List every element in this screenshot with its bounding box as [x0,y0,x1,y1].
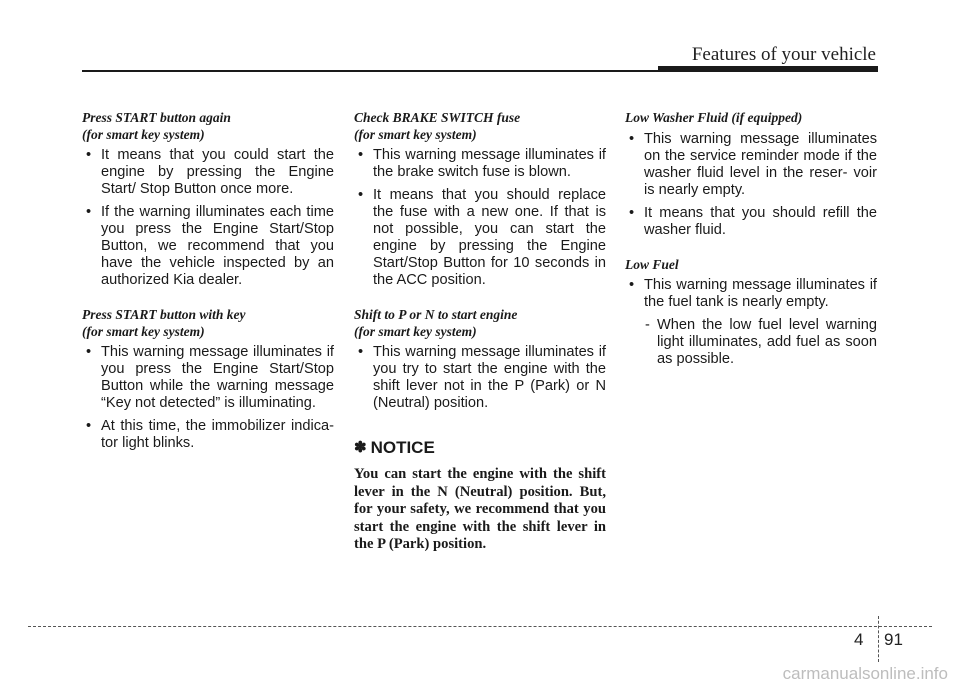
heading-subline: (for smart key system) [82,126,205,142]
heading-line: Check BRAKE SWITCH fuse [354,110,521,125]
bullet-item: • It means that you should refill the washer fluid. [625,205,877,239]
column-middle [354,110,606,554]
section-low-washer-fluid [625,110,877,239]
notice-title [354,438,606,458]
column-right [625,110,877,386]
bullet-list [354,147,606,289]
section-heading [354,307,606,340]
page-number: 91 [884,630,903,649]
bullet-item: • It means that you should replace the fuse with a new one. If that is not possible, you can start the engine by pressing the Engine Start/Stop Button for 10 seconds in the ACC position. [354,187,606,289]
heading-subline: (for smart key system) [354,126,477,142]
header-rule-accent [658,66,878,72]
section-heading [82,307,334,340]
heading-line: Low Fuel [625,256,679,272]
section-shift-to-p-or-n [354,307,606,412]
section-heading [82,110,334,143]
bullet-item: • This warning message illuminates if the fuel tank is nearly empty. [625,277,877,311]
section-low-fuel [625,257,877,369]
bullet-item: • This warning message illuminates on the service reminder mode if the washer fluid level in the reser- voir is nearly empty. [625,131,877,199]
footer-divider [878,616,879,662]
section-press-start-again [82,110,334,289]
notice-label: NOTICE [370,438,435,457]
heading-line: Shift to P or N to start engine [354,307,518,322]
dash-item: - When the low fuel level warning light illuminates, add fuel as soon as possible. [625,317,877,368]
heading-line: Press START button with key [82,307,246,322]
section-brake-switch-fuse [354,110,606,289]
bullet-list [82,147,334,289]
column-left [82,110,334,470]
heading-subline: (for smart key system) [82,323,205,339]
bullet-item: • This warning message illuminates if you try to start the engine with the shift lever not in the P (Park) or N (Neutral) position. [354,344,606,412]
heading-line: Press START button again [82,110,231,125]
notice-asterisk-icon: ✽ [354,439,367,456]
section-heading [625,110,877,127]
section-heading [354,110,606,143]
bullet-list [354,344,606,412]
bullet-item: • If the warning illuminates each time you press the Engine Start/Stop Button, we recommend that you have the vehicle inspected by an authorized Kia dealer. [82,204,334,289]
footer-rule [28,626,932,627]
bullet-list [625,277,877,311]
bullet-item: • This warning message illuminates if the brake switch fuse is blown. [354,147,606,181]
chapter-number: 4 [854,630,864,649]
heading-subline: (for smart key system) [354,323,477,339]
notice-body: You can start the engine with the shift lever in the N (Neutral) position. But, for your safety, we recommend that you start the engine with the shift lever in the P (Park) position. [354,466,606,552]
bullet-item: • It means that you could start the engine by pressing the Engine Start/ Stop Button once more. [82,147,334,198]
section-press-start-with-key [82,307,334,452]
section-heading [625,257,877,274]
bullet-list [82,344,334,452]
header-rule [82,70,660,72]
bullet-item: • This warning message illuminates if you press the Engine Start/Stop Button while the warning message “Key not detected” is illuminating. [82,344,334,412]
watermark: carmanualsonline.info [782,664,948,683]
heading-line: Low Washer Fluid (if equipped) [625,110,803,125]
header-title: Features of your vehicle [691,44,876,65]
bullet-item: • At this time, the immobilizer indica- tor light blinks. [82,418,334,452]
bullet-list [625,131,877,239]
